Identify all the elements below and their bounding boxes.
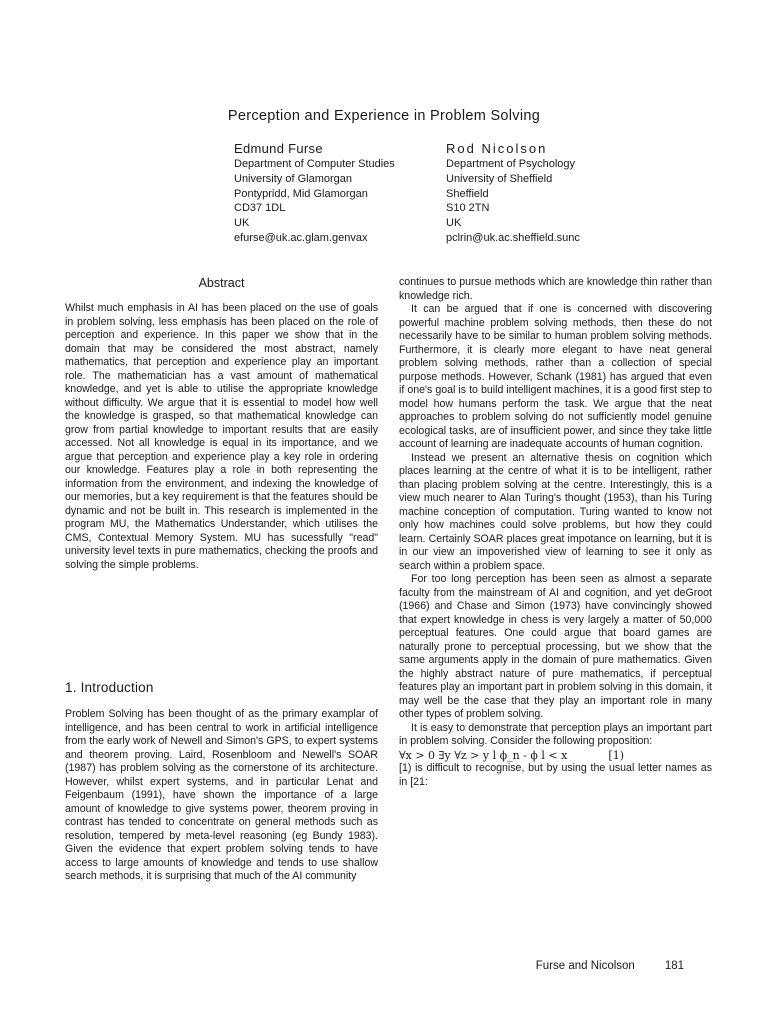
paragraph: [1) is difficult to recognise, but by using the usual letter names as in [21: <box>399 762 712 788</box>
author-affiliation-line: S10 2TN <box>446 202 490 215</box>
paragraph: continues to pursue methods which are knowledge thin rather than knowledge rich. <box>399 276 712 302</box>
author-affiliation-line: Department of Psychology <box>446 158 576 170</box>
author-affiliation-line: University of Sheffield <box>446 172 553 185</box>
author-name: Rod Nicolson <box>446 141 548 156</box>
author-affiliation-line: UK <box>234 217 250 230</box>
paragraph: Instead we present an alternative thesis on cognition which places learning at the centre of what it is to be intelligent, rather than placing problem solving at the centre. Interestingly, this is a view much nearer to Alan Turing's thought (1953), than his Turing machine conception of computation. Turing wanted to know not only how machines could solve problems, but how they could learn. Certainly SOAR places great impotance on learning, but it is in our view an impoverished view of learning to see it only as search within a problem space. <box>399 451 712 572</box>
abstract-heading: Abstract <box>198 276 245 290</box>
author-affiliation-line: UK <box>446 217 462 230</box>
paragraph: It can be argued that if one is concerned with discovering powerful machine problem solving methods, then these do not necessarily have to be similar to human problem solving methods. Furthermore, it is clearly more elegant to have neat general problem solving methods, rather than a collection of special purpose methods. However, Schank (1981) has argued that even if one's goal is to build intelligent machines, it is a good first step to model how humans perform the task. We argue that the neat approaches to problem solving do not sufficiently model genuine ecological tasks, are of insufficient power, and since they take little account of learning are inadequate accounts of human cognition. <box>399 303 712 450</box>
author-affiliation-line: Department of Computer Studies <box>234 158 395 170</box>
author-affiliation-line: Pontypridd, Mid Glamorgan <box>234 187 368 200</box>
page-number: 181 <box>664 960 684 972</box>
formula <box>399 749 624 763</box>
paragraph: For too long perception has been seen as almost a separate faculty from the mainstream of AI and cognition, and yet deGroot (1966) and Chase and Simon (1973) have convincingly showed that expert knowledge in chess is very largely a matter of 50,000 perceptual features. One could argue that board games are naturally prone to perceptual processing, but we show that the same arguments apply in the domain of pure mathematics. Given the highly abstract nature of pure mathematics, if perceptual features play an important part in problem solving in this domain, it may well be the case that they play an important role in many other types of problem solving. <box>399 573 712 720</box>
author-block-nicolson <box>446 140 580 246</box>
author-block-furse <box>234 140 395 246</box>
formula-number: [1) <box>608 748 624 762</box>
introduction-text: Problem Solving has been thought of as the primary examplar of intelligence, and has been central to work in artificial intelligence from the early work of Newell and Simon's GPS, to expert systems and theorem proving. Laird, Rosenbloom and Newell's SOAR (1987) has problem solving as the cornerstone of its architecture. However, whilst expert systems, and in particular Lenat and Feigenbaum (1991), have shown the importance of a large amount of knowledge to give systems power, theorem proving in contrast has tended to concentrate on general methods such as resolution, tempered by meta-level reasoning (eg Bundy 1983). Given the evidence that expert problem solving tends to have access to large amounts of knowledge and tends to use shallow search methods, it is surprising that much of the AI community <box>65 708 378 882</box>
running-head: Furse and Nicolson <box>535 960 635 972</box>
formula-expression: ∀x > 0 ∃y ∀z > y l ϕ_n - ϕ l < x <box>399 748 568 762</box>
author-affiliation-line: CD37 1DL <box>234 202 286 215</box>
paragraph: It is easy to demonstrate that perception plays an important part in problem solving. Consider the following proposition: <box>399 721 712 747</box>
page-footer <box>536 960 684 972</box>
section-heading-introduction: 1. Introduction <box>65 680 154 695</box>
abstract-body <box>65 302 378 572</box>
introduction-body <box>65 708 378 884</box>
right-column <box>399 276 712 789</box>
author-name: Edmund Furse <box>234 141 323 156</box>
author-email: pclrin@uk.ac.sheffield.sunc <box>446 231 580 244</box>
abstract-text: Whilst much emphasis in AI has been placed on the use of goals in problem solving, less emphasis has been placed on the role of perception and experience. In this paper we show that in the domain that may be considered the most abstract, namely mathematics, that perception and experience play an important role. The mathematician has a vast amount of mathematical knowledge, and yet is able to utilise the appropriate knowledge without difficulty. We argue that it is essential to model how well the knowledge is grasped, so that mathematical knowledge can grow from partial knowledge to important results that are easily accessed. Not all knowledge is equal in its importance, and we argue that perception and experience play a key role in ordering our knowledge. Features play a role in both representing the information from the environment, and indexing the knowledge of our memories, but a key requirement is that the features should be dynamic and not be built in. This research is implemented in the program MU, the Mathematics Understander, which utilises the CMS, Contextual Memory System. MU has sucessfully "read" university level texts in pure mathematics, checking the proofs and solving the simple problems. <box>65 302 378 571</box>
author-affiliation-line: Sheffield <box>446 187 489 200</box>
paper-title: Perception and Experience in Problem Solving <box>227 108 541 124</box>
author-email: efurse@uk.ac.glam.genvax <box>234 231 368 244</box>
author-affiliation-line: University of Glamorgan <box>234 172 352 185</box>
